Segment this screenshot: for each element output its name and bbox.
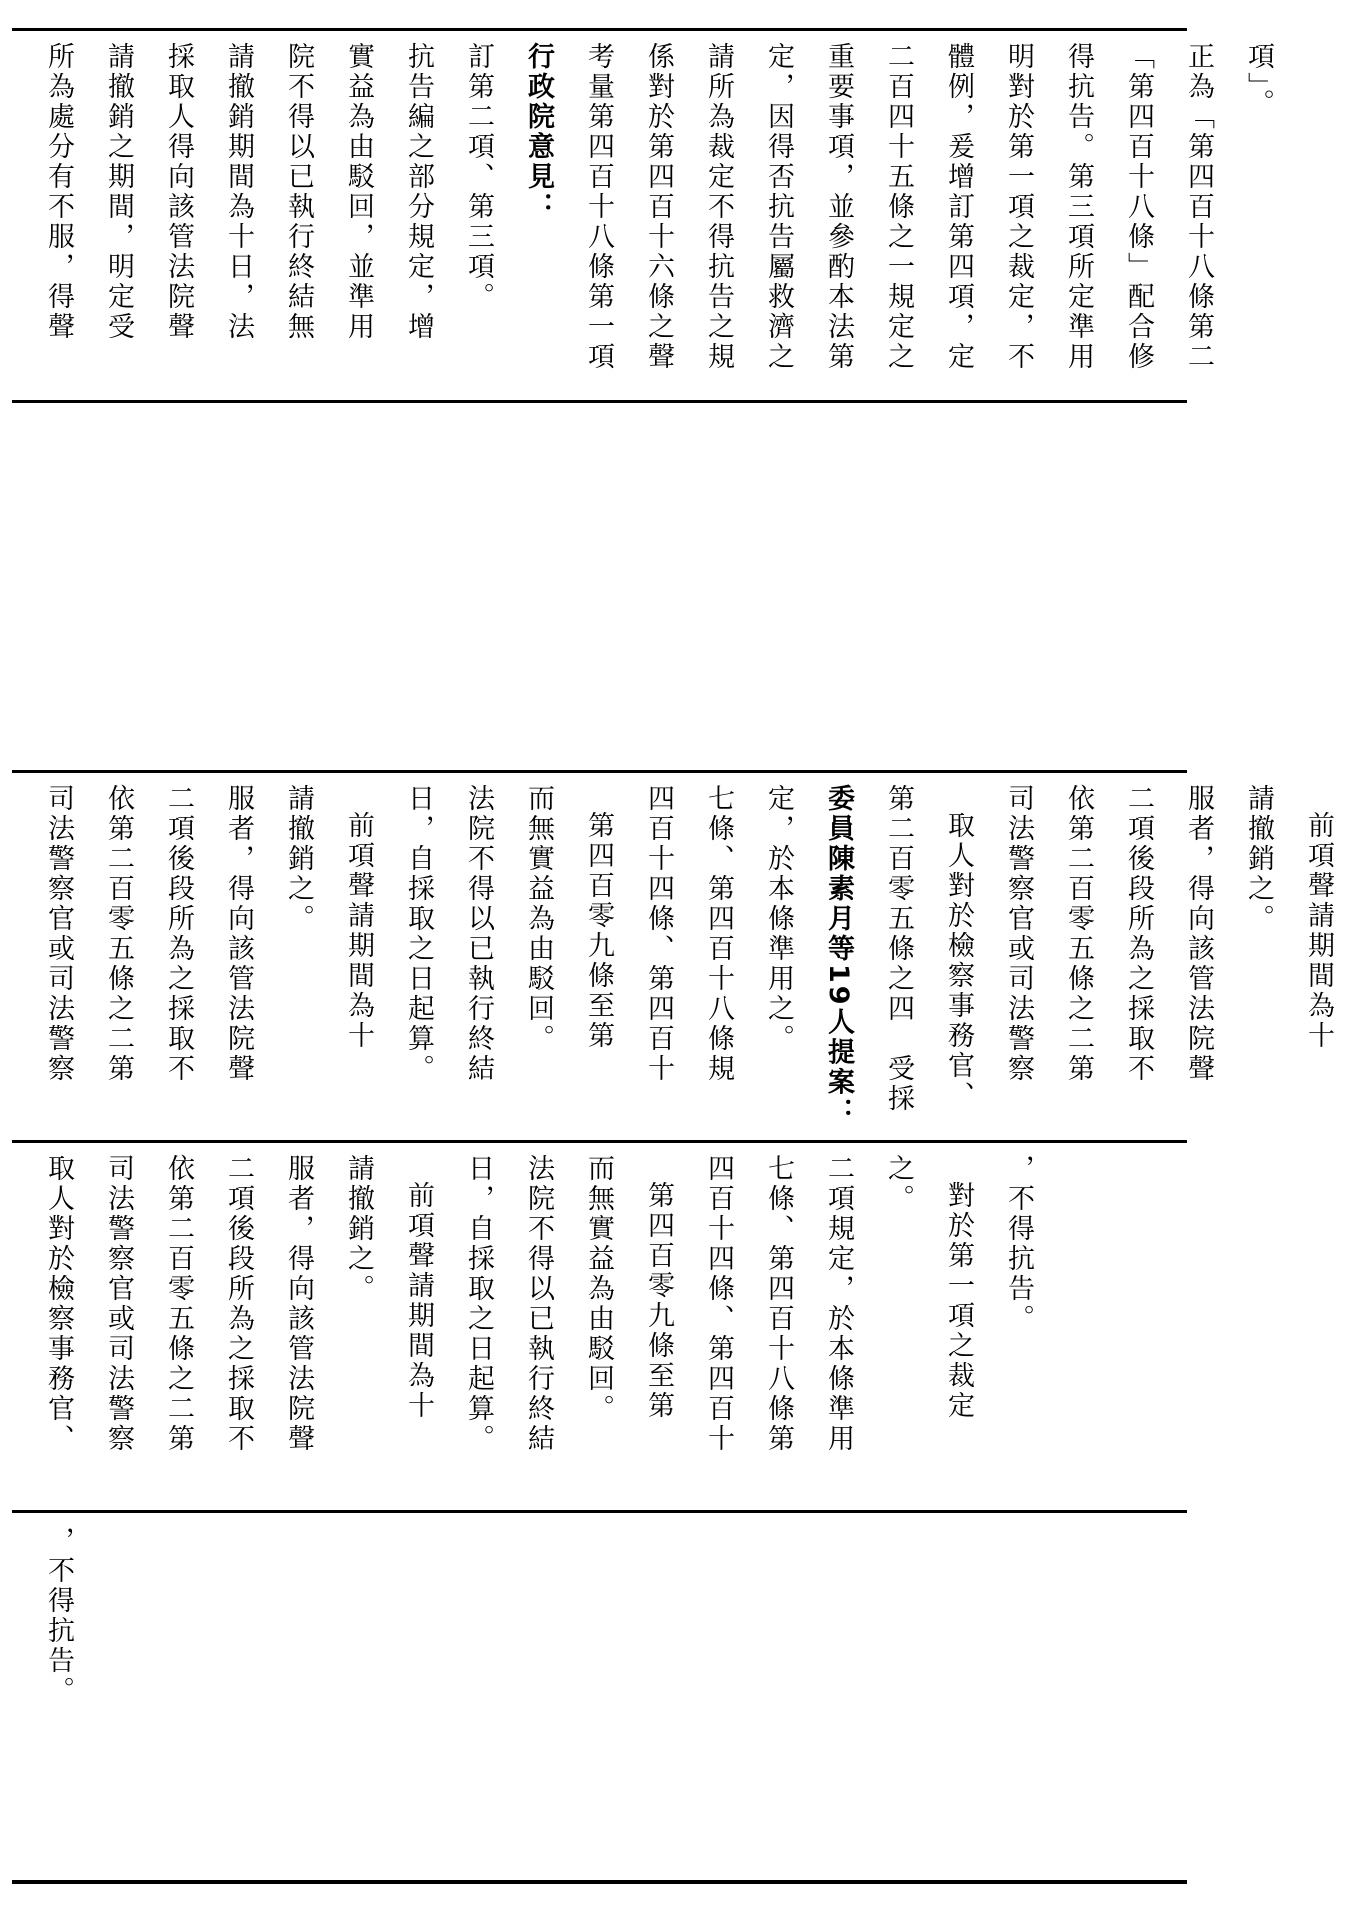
text-column: 法院不得以已執行終結: [523, 1154, 554, 1454]
text-column: 定，因得否抗告屬救濟之: [763, 42, 794, 372]
divider-2: [12, 770, 1187, 773]
text-column: 請撤銷之期間，明定受: [103, 42, 134, 342]
text-column: 第四百零九條至第: [643, 1181, 674, 1421]
text-column: 前項聲請期間為十: [343, 811, 374, 1051]
text-column: 院不得以已執行終結無: [283, 42, 314, 342]
text-column: 請撤銷之。: [283, 784, 314, 934]
text-column: 而無實益為由駁回。: [583, 1154, 614, 1424]
text-column: 請撤銷之。: [343, 1154, 374, 1304]
text-column: 得抗告。第三項所定準用: [1063, 42, 1094, 372]
text-column: 二項後段所為之採取不: [163, 784, 194, 1084]
divider-1: [12, 400, 1187, 403]
text-column: 日，自採取之日起算。: [463, 1154, 494, 1454]
text-column: 請撤銷之。: [1243, 784, 1274, 934]
text-column: 依第二百零五條之二第: [103, 784, 134, 1084]
text-column: 取人對於檢察事務官、: [43, 1154, 74, 1454]
text-column: 日，自採取之日起算。: [403, 784, 434, 1084]
text-column: 服者，得向該管法院聲: [1183, 784, 1214, 1084]
divider-3: [12, 1140, 1187, 1143]
band-bottom: [22, 1518, 1182, 1878]
text-column: 採取人得向該管法院聲: [163, 42, 194, 342]
text-column: 七條、第四百十八條規: [703, 784, 734, 1084]
text-column: 定，於本條準用之。: [763, 784, 794, 1054]
divider-bottom: [12, 1880, 1187, 1884]
text-column: 服者，得向該管法院聲: [283, 1154, 314, 1454]
text-column: 所為處分有不服，得聲: [43, 42, 74, 342]
text-column: 請所為裁定不得抗告之規: [703, 42, 734, 372]
text-column: 二項後段所為之採取不: [223, 1154, 254, 1454]
text-column: 前項聲請期間為十: [1303, 811, 1334, 1051]
text-column: 二項後段所為之採取不: [1123, 784, 1154, 1084]
divider-top: [12, 28, 1187, 31]
divider-4: [12, 1510, 1187, 1513]
text-column: ，不得抗告。: [1003, 1154, 1034, 1334]
text-column: 考量第四百十八條第一項: [583, 42, 614, 372]
band-mid-right: [22, 776, 1334, 1138]
text-column: ，不得抗告。: [43, 1526, 74, 1706]
text-column: 七條、第四百十八條第: [763, 1154, 794, 1454]
text-column: 委員陳素月等19人提案：: [823, 784, 854, 1128]
band-top-right: [22, 34, 1274, 398]
text-column: 而無實益為由駁回。: [523, 784, 554, 1054]
text-column: 第四百零九條至第: [583, 811, 614, 1051]
text-column: 重要事項，並參酌本法第: [823, 42, 854, 372]
text-column: 司法警察官或司法警察: [1003, 784, 1034, 1084]
text-column: 取人對於檢察事務官、: [943, 811, 974, 1111]
band-upper-middle: [22, 406, 1182, 768]
text-column: 司法警察官或司法警察: [43, 784, 74, 1084]
text-column: 法院不得以已執行終結: [463, 784, 494, 1084]
text-column: 項」。: [1243, 42, 1274, 119]
text-column: 對於第一項之裁定: [943, 1181, 974, 1421]
text-column: 實益為由駁回，並準用: [343, 42, 374, 342]
text-column: 行政院意見：: [523, 42, 554, 222]
text-column: 正為「第四百十八條第二: [1183, 42, 1214, 372]
text-column: 二項規定，於本條準用: [823, 1154, 854, 1454]
text-column: 之。: [883, 1154, 914, 1214]
text-column: 依第二百零五條之二第: [163, 1154, 194, 1454]
text-column: 「第四百十八條」配合修: [1123, 42, 1154, 372]
text-column: 體例，爰增訂第四項，定: [943, 42, 974, 372]
band-lower-middle: [22, 1146, 1182, 1508]
text-column: 請撤銷期間為十日，法: [223, 42, 254, 342]
text-column: 服者，得向該管法院聲: [223, 784, 254, 1084]
text-column: 四百十四條、第四百十: [643, 784, 674, 1084]
text-column: 抗告編之部分規定，增: [403, 42, 434, 342]
text-column: 訂第二項、第三項。: [463, 42, 494, 312]
text-column: 明對於第一項之裁定，不: [1003, 42, 1034, 372]
text-column: 二百四十五條之一規定之: [883, 42, 914, 372]
text-column: 係對於第四百十六條之聲: [643, 42, 674, 372]
text-column: 四百十四條、第四百十: [703, 1154, 734, 1454]
text-column: 司法警察官或司法警察: [103, 1154, 134, 1454]
text-column: 前項聲請期間為十: [403, 1181, 434, 1421]
text-column: 依第二百零五條之二第: [1063, 784, 1094, 1084]
text-column: 第二百零五條之四 受採: [883, 784, 914, 1114]
